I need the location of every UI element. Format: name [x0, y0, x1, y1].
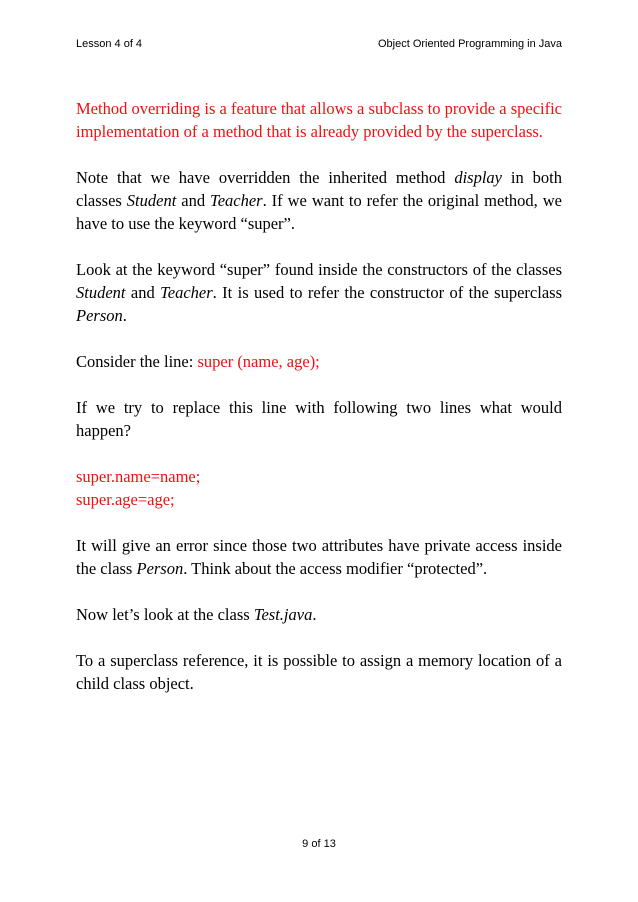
page-number: 9 of 13 — [302, 838, 336, 850]
course-title: Object Oriented Programming in Java — [377, 38, 562, 50]
paragraph-test-class — [76, 603, 562, 626]
document-body — [76, 97, 562, 718]
lesson-label: Lesson 4 of 4 — [76, 38, 143, 50]
emphasis-teacher: Teacher — [160, 283, 213, 302]
text-run: Consider the line: — [76, 352, 198, 371]
text-run: in both classes — [76, 168, 563, 210]
paragraph-super-keyword — [76, 258, 562, 327]
paragraph-consider-line — [76, 350, 562, 373]
text-run: and — [125, 283, 161, 302]
emphasis-student: Student — [76, 283, 126, 302]
text-run: Now let’s look at the class — [76, 605, 254, 624]
emphasis-display: display — [454, 168, 502, 187]
paragraph-replace-question: If we try to replace this line with following two lines what would happen? — [76, 398, 562, 440]
text-run: Note that we have overridden the inherited method — [76, 168, 455, 187]
code-line: super.age=age; — [76, 490, 175, 509]
text-run: . If we want to refer the original method, we have to use the keyword “super”. — [76, 191, 562, 233]
code-line: super.name=name; — [76, 467, 201, 486]
code-block — [76, 465, 562, 511]
emphasis-person: Person — [76, 306, 123, 325]
paragraph-superclass-reference: To a superclass reference, it is possible to assign a memory location of a child class object. — [76, 651, 562, 693]
paragraph-private-access — [76, 534, 562, 580]
text-run: . It is used to refer the constructor of the superclass — [212, 283, 562, 302]
paragraph-overridden-display — [76, 166, 562, 235]
text-run: . Think about the access modifier “protected”. — [183, 559, 488, 578]
paragraph-overriding-definition: Method overriding is a feature that allows a subclass to provide a specific implementation of a method that is already provided by the superclass. — [76, 99, 562, 141]
text-run: Look at the keyword “super” found inside the constructors of the classes — [76, 260, 562, 279]
text-run: . — [312, 605, 317, 624]
text-run: . — [122, 306, 127, 325]
emphasis-test-java: Test.java — [253, 605, 313, 624]
text-run: and — [176, 191, 211, 210]
text-run: It will give an error since those two attributes have private access inside the class — [76, 536, 562, 578]
emphasis-person: Person — [136, 559, 184, 578]
page-footer — [0, 838, 638, 850]
emphasis-student: Student — [126, 191, 177, 210]
inline-code-super-call: super (name, age); — [197, 352, 320, 371]
emphasis-teacher: Teacher — [210, 191, 263, 210]
